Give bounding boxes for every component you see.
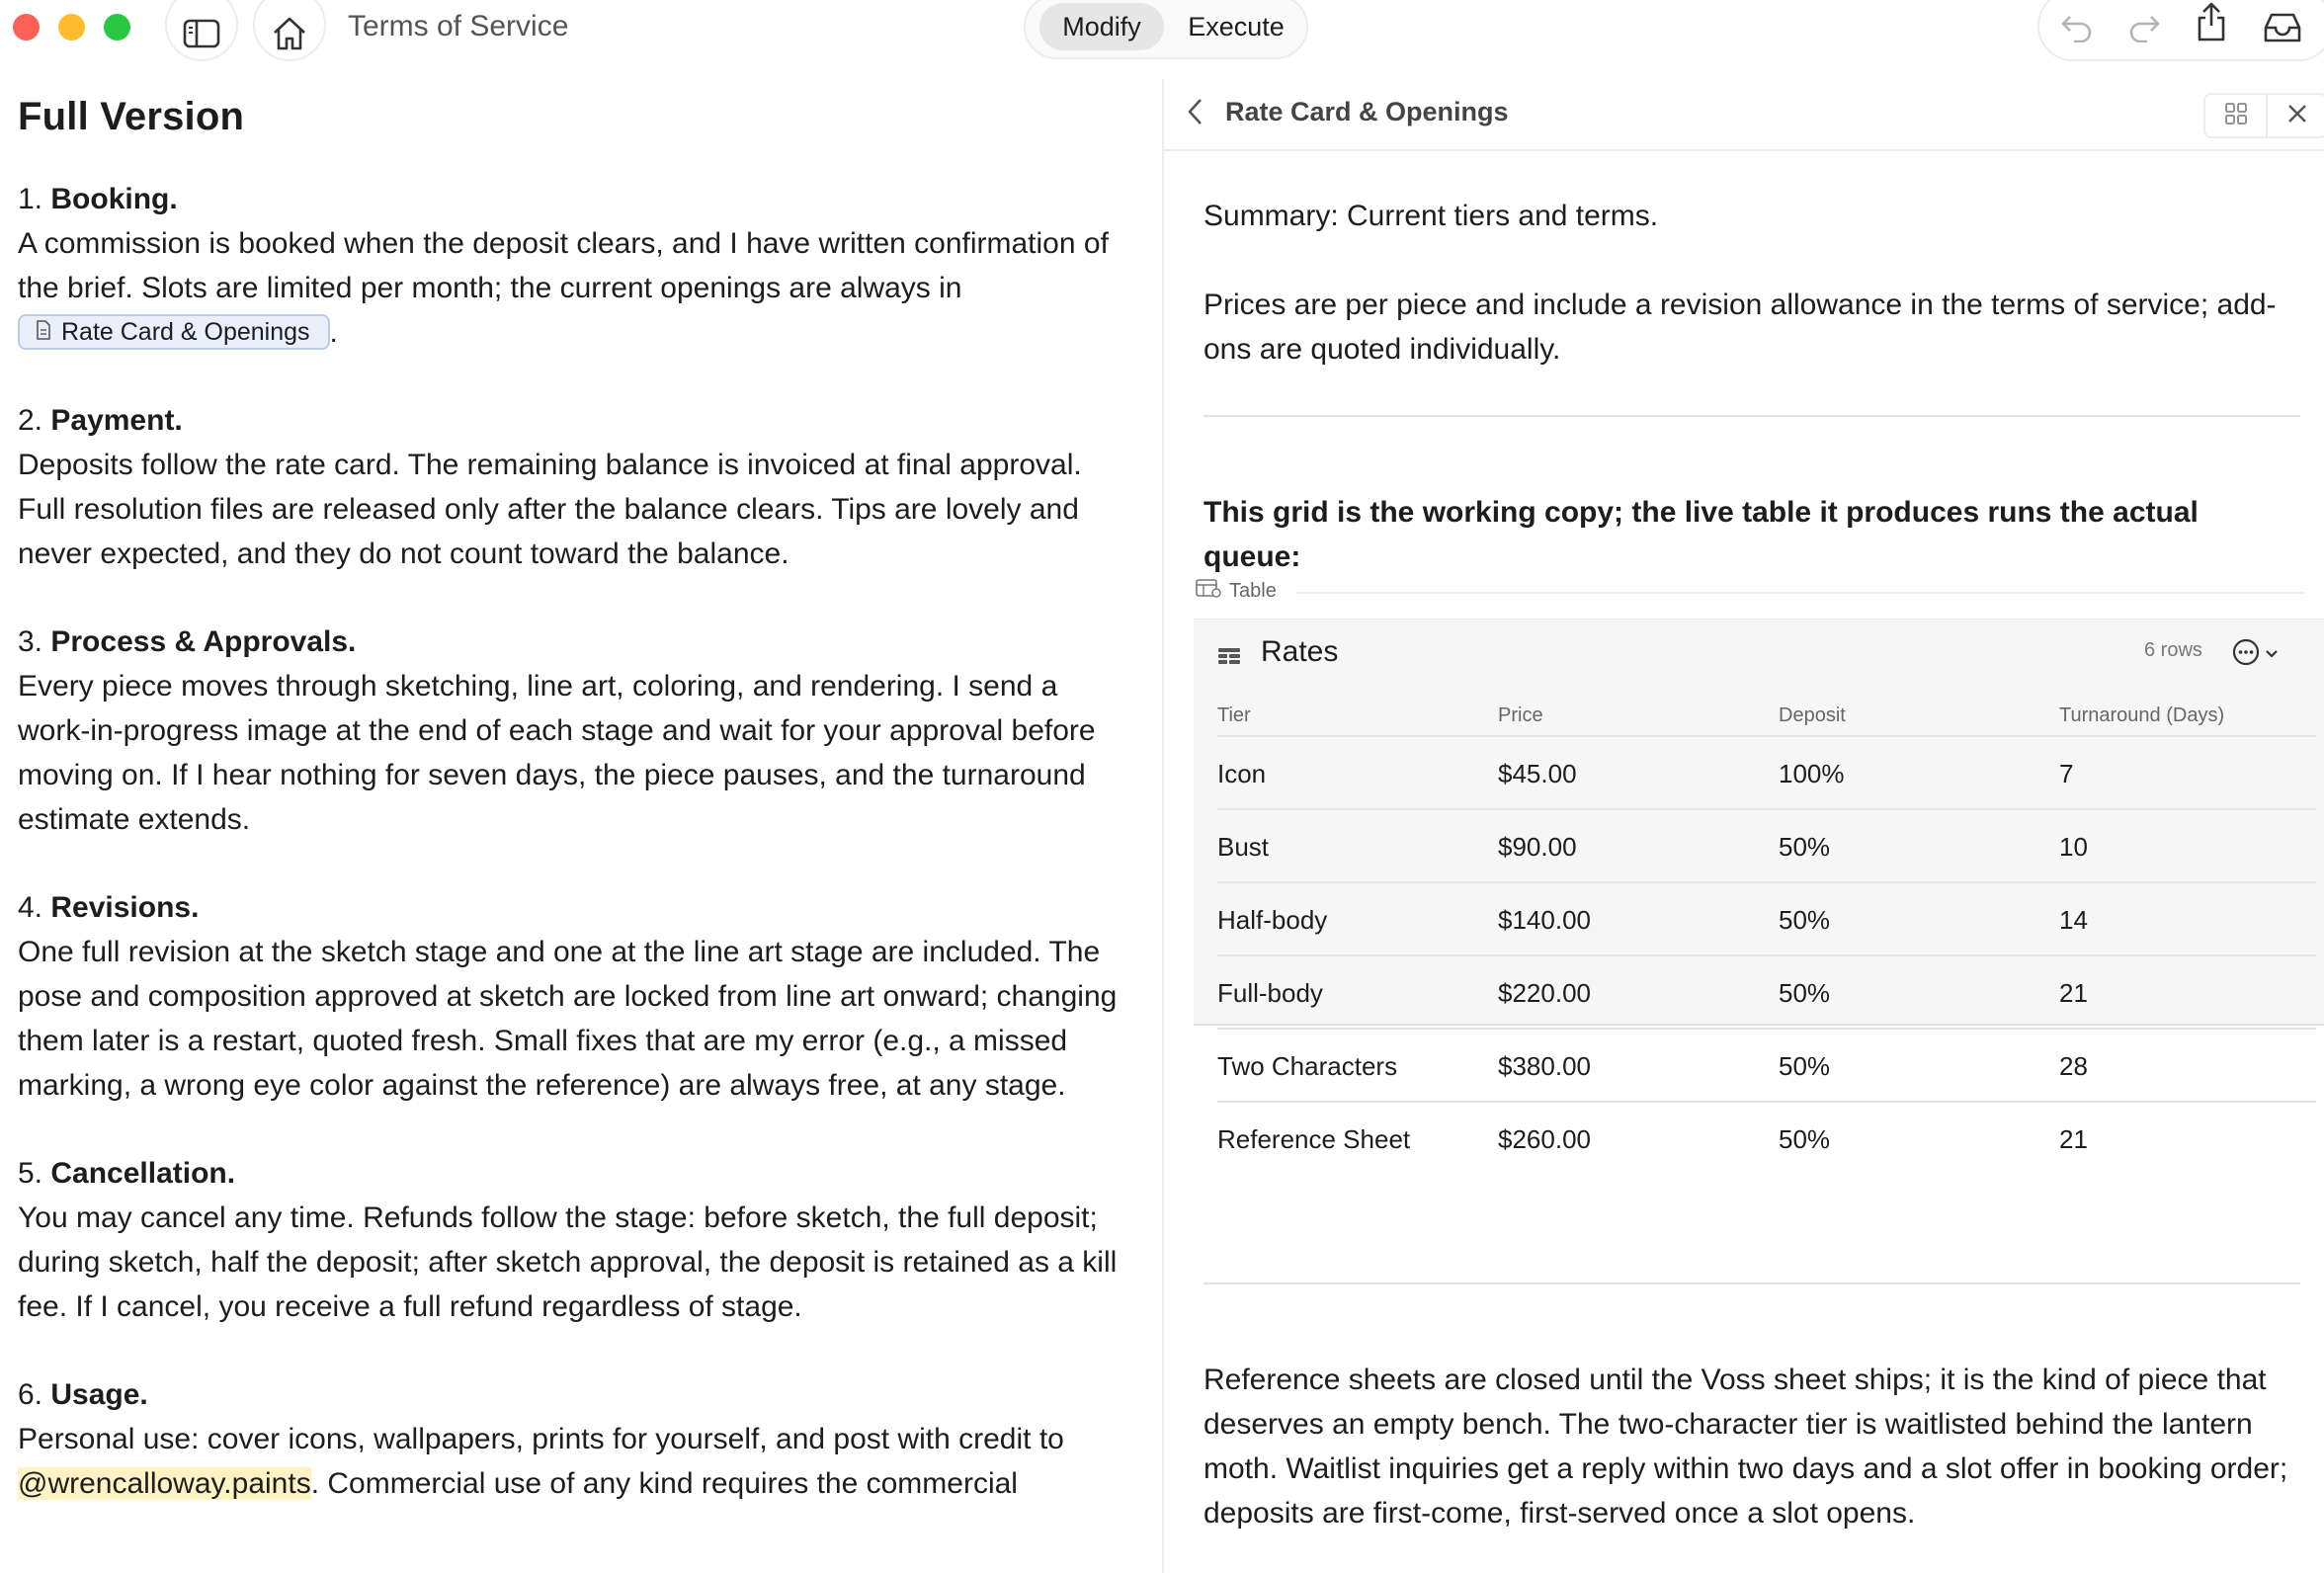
table-row[interactable] — [1217, 808, 2316, 881]
inbox-button[interactable] — [2263, 10, 2302, 49]
toolbar-actions — [2037, 0, 2324, 61]
section-heading: Booking. — [50, 183, 178, 215]
cell-price: $45.00 — [1498, 759, 1577, 788]
column-header[interactable]: Turnaround (Days) — [2059, 704, 2225, 726]
section-payment — [18, 398, 1162, 576]
rate-card-link-chip[interactable] — [18, 314, 330, 350]
document-icon — [36, 310, 51, 355]
section-body: Deposits follow the rate card. The remaining balance is invoiced at final approval. Full resolution files are released only after the balance clears. Tips are lovely and never expected, and they do not count toward the balance. — [18, 449, 1082, 570]
cell-turnaround: 10 — [2059, 832, 2088, 862]
window-title: Terms of Service — [348, 10, 569, 42]
table-label-text: Table — [1229, 579, 1277, 602]
home-icon — [271, 16, 308, 56]
divider — [1296, 592, 2304, 594]
minimize-window-button[interactable] — [58, 14, 85, 41]
panel-summary: Summary: Current tiers and terms. — [1204, 200, 1659, 232]
cell-deposit: 100% — [1779, 759, 1845, 788]
section-body-continued: . Commercial use of any kind requires the commercial — [310, 1467, 1018, 1500]
table-header-bar — [1194, 620, 2324, 675]
punctuation: . — [329, 316, 338, 349]
cell-price: $260.00 — [1498, 1124, 1591, 1154]
cell-tier: Half-body — [1217, 905, 1328, 935]
section-usage — [18, 1372, 1162, 1506]
table-row[interactable] — [1217, 1101, 2316, 1174]
panel-closing: Reference sheets are closed until the Voss sheet ships; it is the kind of piece that deserves an empty bench. The two-character tier is waitlisted behind the lantern moth. Waitlist inquiries get a reply within two days and a slot offer in booking order; deposits are first-come, first-served once a slot opens. — [1204, 1364, 2288, 1530]
cell-deposit: 50% — [1779, 905, 1831, 935]
table-name: Rates — [1261, 635, 1339, 668]
cell-deposit: 50% — [1779, 978, 1831, 1008]
row-count: 6 rows — [2144, 639, 2202, 661]
cell-turnaround: 14 — [2059, 905, 2088, 935]
section-heading: Payment. — [50, 404, 183, 437]
cell-price: $380.00 — [1498, 1051, 1591, 1081]
redo-button[interactable] — [2124, 10, 2164, 49]
title-bar — [0, 0, 2324, 79]
cell-tier: Bust — [1217, 832, 1270, 862]
rates-table — [1194, 619, 2324, 1154]
cell-turnaround: 28 — [2059, 1051, 2088, 1081]
section-number: 2. — [18, 404, 43, 437]
table-row[interactable] — [1217, 735, 2316, 808]
table-options-button[interactable] — [2231, 637, 2279, 672]
cell-deposit: 50% — [1779, 1124, 1831, 1154]
column-header[interactable]: Price — [1498, 704, 1543, 726]
section-body: One full revision at the sketch stage and one at the line art stage are included. The pose and composition approved at sketch are locked from line art onward; changing them later is a restart, quoted fresh. Small fixes that are my error (e.g., a missed marking, a wrong eye color against the reference) are always free, at any stage. — [18, 936, 1118, 1102]
cell-turnaround: 21 — [2059, 1124, 2088, 1154]
cell-deposit: 50% — [1779, 832, 1831, 862]
grid-icon — [2224, 102, 2248, 130]
sidebar-toggle-icon — [183, 19, 220, 53]
cell-price: $220.00 — [1498, 978, 1591, 1008]
cell-turnaround: 7 — [2059, 759, 2074, 788]
home-button[interactable] — [253, 0, 326, 61]
section-heading: Cancellation. — [50, 1157, 236, 1190]
section-number: 3. — [18, 625, 43, 658]
section-body: You may cancel any time. Refunds follow the stage: before sketch, the full deposit; during sketch, half the deposit; after sketch approval, the deposit is retained as a kill fee. If I cancel, you receive a full refund regardless of stage. — [18, 1201, 1118, 1323]
more-icon — [2231, 637, 2261, 672]
social-handle[interactable]: @wrencalloway.paints — [18, 1467, 311, 1500]
table-icon — [1196, 578, 1221, 604]
linked-page-panel — [1164, 79, 2324, 1573]
table-row[interactable] — [1217, 881, 2316, 954]
section-body: Every piece moves through sketching, line art, coloring, and rendering. I send a work-in-progress image at the end of each stage and wait for your approval before moving on. If I hear nothing for seven days, the piece pauses, and the turnaround estimate extends. — [18, 670, 1096, 836]
mode-switcher — [1024, 0, 1308, 59]
table-row[interactable] — [1217, 1028, 2316, 1101]
cell-price: $140.00 — [1498, 905, 1591, 935]
chevron-down-icon — [2265, 646, 2279, 664]
section-heading: Usage. — [50, 1378, 148, 1411]
divider — [1204, 1283, 2300, 1284]
sidebar-toggle-button[interactable] — [165, 0, 238, 61]
column-header[interactable]: Tier — [1217, 704, 1251, 726]
grid-note: This grid is the working copy; the live table it produces runs the actual queue: — [1204, 496, 2199, 573]
cell-deposit: 50% — [1779, 1051, 1831, 1081]
panel-title: Rate Card & Openings — [1225, 97, 1509, 126]
table-list-icon — [1217, 647, 1241, 670]
zoom-window-button[interactable] — [104, 14, 130, 41]
inbox-icon — [2263, 12, 2302, 48]
open-full-button[interactable] — [2205, 95, 2266, 136]
table-row[interactable] — [1217, 954, 2316, 1028]
panel-header — [1164, 79, 2324, 151]
chevron-left-icon — [1184, 114, 1207, 130]
undo-button[interactable] — [2057, 10, 2097, 49]
section-revisions — [18, 885, 1162, 1108]
divider — [1204, 415, 2300, 417]
table-label — [1196, 578, 1277, 604]
section-booking — [18, 177, 1162, 355]
cell-tier: Icon — [1217, 759, 1267, 788]
section-heading: Process & Approvals. — [50, 625, 357, 658]
column-header[interactable]: Deposit — [1779, 704, 1846, 726]
section-body: Personal use: cover icons, wallpapers, prints for yourself, and post with credit to — [18, 1423, 1064, 1455]
section-number: 4. — [18, 891, 43, 924]
section-number: 1. — [18, 183, 43, 215]
panel-intro: Prices are per piece and include a revision allowance in the terms of service; add-ons are quoted individually. — [1204, 289, 2277, 366]
share-icon — [2196, 2, 2227, 46]
document-pane — [0, 79, 1162, 1573]
undo-icon — [2060, 13, 2094, 47]
modify-tab[interactable]: Modify — [1039, 3, 1164, 50]
section-process — [18, 620, 1162, 842]
section-cancellation — [18, 1151, 1162, 1329]
section-number: 6. — [18, 1378, 43, 1411]
panel-actions — [2203, 93, 2324, 138]
section-heading: Revisions. — [50, 891, 200, 924]
close-window-button[interactable] — [13, 14, 40, 41]
close-icon — [2286, 103, 2308, 129]
document-title: Full Version — [18, 95, 245, 138]
share-button[interactable] — [2192, 4, 2231, 43]
link-label: Rate Card & Openings — [61, 317, 310, 346]
execute-tab[interactable]: Execute — [1188, 11, 1285, 41]
close-panel-button[interactable] — [2266, 95, 2324, 136]
back-button[interactable] — [1184, 97, 1213, 126]
cell-tier: Full-body — [1217, 978, 1323, 1008]
cell-tier: Two Characters — [1217, 1051, 1398, 1081]
redo-icon — [2127, 13, 2161, 47]
section-number: 5. — [18, 1157, 43, 1190]
cell-price: $90.00 — [1498, 832, 1577, 862]
cell-tier: Reference Sheet — [1217, 1124, 1411, 1154]
section-body: A commission is booked when the deposit clears, and I have written confirmation of the brief. Slots are limited per month; the current openings are always in — [18, 227, 1109, 304]
cell-turnaround: 21 — [2059, 978, 2088, 1008]
